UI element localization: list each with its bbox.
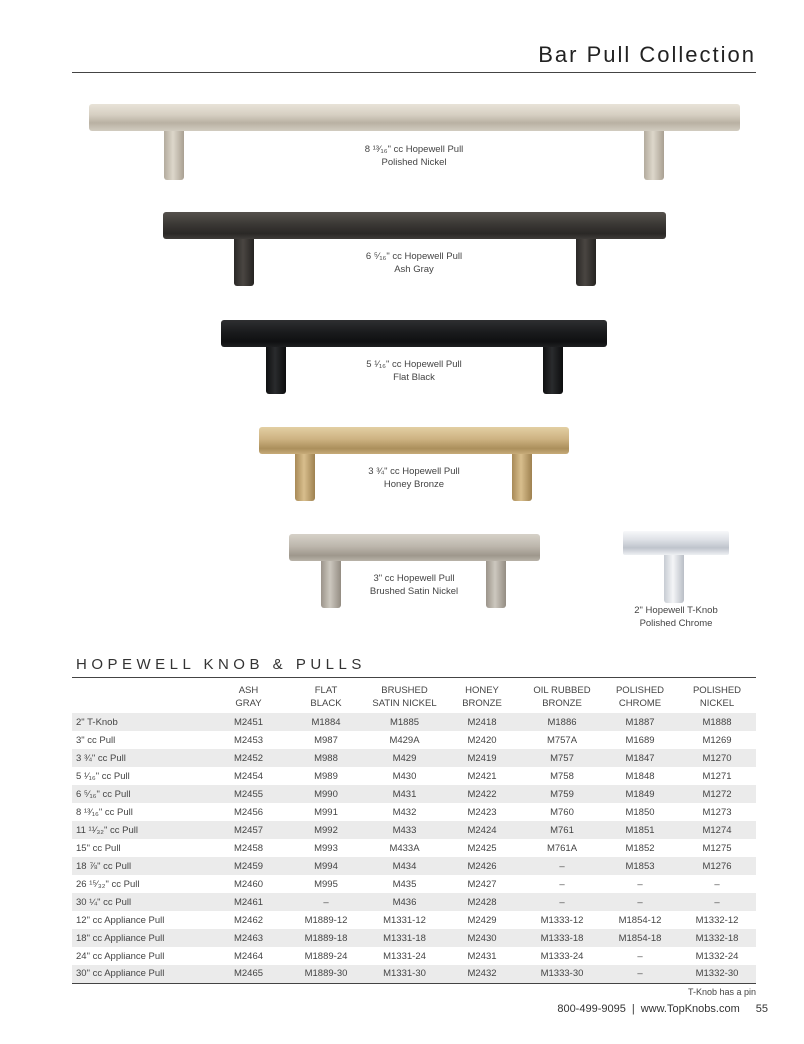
item-number-cell: M761 — [522, 821, 602, 839]
row-label: 11 ¹¹⁄₃₂" cc Pull — [72, 821, 212, 839]
item-number-cell: M994 — [285, 857, 367, 875]
item-number-cell: M2458 — [233, 842, 264, 854]
item-number-cell: M434 — [367, 857, 442, 875]
page-footer — [557, 1003, 768, 1015]
product-spec-table — [72, 684, 756, 984]
item-number-cell: M2421 — [467, 770, 497, 782]
item-number-cell: M990 — [285, 785, 367, 803]
item-number-cell: M1854-18 — [602, 929, 678, 947]
item-number-cell: M2424 — [442, 821, 522, 839]
product-caption — [314, 572, 514, 598]
item-number-cell: M2425 — [467, 842, 497, 854]
item-number-cell: M1851 — [602, 821, 678, 839]
item-number-cell: M433A — [389, 842, 420, 854]
item-number-cell: M1333-12 — [540, 914, 584, 926]
header-line: GRAY — [235, 697, 262, 709]
item-number-cell: M1850 — [625, 806, 655, 818]
table-row — [72, 749, 756, 767]
item-number-cell: M988 — [285, 749, 367, 767]
item-number-cell: M992 — [285, 821, 367, 839]
item-number-cell: M2428 — [442, 893, 522, 911]
item-number-cell: M2427 — [467, 878, 497, 890]
item-number-cell: M2457 — [212, 821, 285, 839]
table-column-header — [442, 684, 522, 713]
row-label: 26 ¹⁵⁄₃₂" cc Pull — [76, 878, 140, 890]
header-line: NICKEL — [699, 697, 735, 709]
header-line: SATIN NICKEL — [372, 697, 437, 709]
title-divider — [72, 72, 756, 73]
product-finish: Polished Nickel — [381, 157, 447, 168]
item-number-cell: – — [678, 893, 756, 911]
header-line: BRONZE — [542, 697, 582, 709]
item-number-cell: M1889-30 — [285, 965, 367, 983]
item-number-cell: – — [285, 893, 367, 911]
item-number-cell: M1888 — [678, 713, 756, 731]
product-finish: Brushed Satin Nickel — [369, 586, 459, 597]
item-number-cell: M2426 — [442, 857, 522, 875]
row-label: 15" cc Pull — [76, 842, 121, 854]
product-name: 8 ¹³⁄₁₆" cc Hopewell Pull — [364, 144, 464, 155]
table-row — [72, 839, 756, 857]
item-number-cell: M1271 — [702, 770, 732, 782]
item-number-cell: M1887 — [602, 713, 678, 731]
table-column-header — [285, 684, 367, 713]
item-number-cell: M1884 — [285, 713, 367, 731]
item-number-cell: M1273 — [702, 806, 732, 818]
product-name: 6 ⁵⁄₁₆" cc Hopewell Pull — [365, 251, 463, 262]
item-number-cell: M2459 — [212, 857, 285, 875]
item-number-cell: M1333-24 — [540, 950, 584, 962]
item-number-cell: – — [602, 965, 678, 983]
product-finish: Polished Chrome — [639, 618, 713, 629]
item-number-cell: M1889-12 — [304, 914, 348, 926]
item-number-cell: M1885 — [367, 713, 442, 731]
item-number-cell: M2463 — [212, 929, 285, 947]
item-number-cell: M1849 — [602, 785, 678, 803]
item-number-cell: M2464 — [233, 950, 264, 962]
item-number-cell: M987 — [314, 734, 338, 746]
table-row — [72, 713, 756, 731]
table-row — [72, 965, 756, 983]
table-column-header — [678, 684, 756, 713]
footnote: T-Knob has a pin — [687, 987, 756, 997]
item-number-cell: M2423 — [467, 806, 497, 818]
item-number-cell: M1889-24 — [304, 950, 348, 962]
item-number-cell: M1853 — [602, 857, 678, 875]
product-caption — [314, 143, 514, 169]
section-divider — [72, 677, 756, 678]
header-line: POLISHED — [692, 685, 742, 696]
item-number-cell: M2454 — [233, 770, 264, 782]
table-row — [72, 893, 756, 911]
item-number-cell: M2456 — [233, 806, 264, 818]
header-line: OIL RUBBED — [533, 685, 591, 696]
item-number-cell: M436 — [367, 893, 442, 911]
product-caption — [576, 604, 776, 630]
header-line: CHROME — [618, 697, 662, 709]
item-number-cell: M1333-30 — [522, 965, 602, 983]
item-number-cell: – — [522, 893, 602, 911]
item-number-cell: M1847 — [602, 749, 678, 767]
item-number-cell: M429A — [389, 734, 420, 746]
product-finish: Honey Bronze — [383, 479, 445, 490]
item-number-cell: M1276 — [678, 857, 756, 875]
item-number-cell: M2465 — [212, 965, 285, 983]
row-label: 12" cc Appliance Pull — [76, 914, 165, 926]
phone-number: 800-499-9095 — [557, 1003, 626, 1015]
item-number-cell: M1331-18 — [367, 929, 442, 947]
item-number-cell: M432 — [392, 806, 417, 818]
table-row — [72, 767, 756, 785]
item-number-cell: M760 — [550, 806, 574, 818]
item-number-cell: M1331-12 — [383, 914, 426, 926]
header-line: BRONZE — [462, 697, 502, 709]
table-row — [72, 731, 756, 749]
product-name: 3 ¾" cc Hopewell Pull — [368, 466, 460, 477]
item-number-cell: M2429 — [467, 914, 497, 926]
item-number-cell: M430 — [392, 770, 417, 782]
product-name: 2" Hopewell T-Knob — [634, 605, 718, 616]
item-number-cell: M1886 — [522, 713, 602, 731]
table-row — [72, 857, 756, 875]
product-name: 5 ¹⁄₁₆" cc Hopewell Pull — [366, 359, 462, 370]
item-number-cell: M1852 — [625, 842, 655, 854]
item-number-cell: M1889-18 — [285, 929, 367, 947]
header-line: POLISHED — [615, 685, 665, 696]
product-name: 3" cc Hopewell Pull — [373, 573, 455, 584]
product-caption — [314, 358, 514, 384]
header-line: HONEY — [465, 685, 499, 696]
item-number-cell: – — [637, 878, 643, 890]
item-number-cell: M1272 — [678, 785, 756, 803]
item-number-cell: M1332-12 — [695, 914, 739, 926]
table-row — [72, 803, 756, 821]
table-column-header — [522, 684, 602, 713]
item-number-cell: M2453 — [233, 734, 264, 746]
website-link[interactable]: www.TopKnobs.com — [640, 1003, 740, 1015]
item-number-cell: M2422 — [442, 785, 522, 803]
item-number-cell: M2420 — [467, 734, 497, 746]
row-label: 3" cc Pull — [76, 734, 116, 746]
item-number-cell: M1274 — [678, 821, 756, 839]
item-number-cell: – — [637, 950, 643, 962]
header-line: BLACK — [310, 697, 342, 709]
table-row — [72, 947, 756, 965]
header-line: BRUSHED — [381, 685, 428, 696]
item-number-cell: – — [602, 893, 678, 911]
item-number-cell: M435 — [392, 878, 417, 890]
item-number-cell: M1689 — [625, 734, 655, 746]
item-number-cell: M433 — [367, 821, 442, 839]
item-number-cell: M1333-18 — [522, 929, 602, 947]
item-number-cell: M2451 — [212, 713, 285, 731]
item-number-cell: M991 — [314, 806, 338, 818]
page-number: 55 — [755, 1003, 768, 1015]
row-label: 2" T-Knob — [72, 713, 212, 731]
table-column-header — [367, 684, 442, 713]
item-number-cell: M1848 — [625, 770, 655, 782]
item-number-cell: M757A — [546, 734, 578, 746]
row-label: 18 ⅞" cc Pull — [72, 857, 212, 875]
table-row — [72, 929, 756, 947]
item-number-cell: M1270 — [678, 749, 756, 767]
item-number-cell: M2430 — [442, 929, 522, 947]
item-number-cell: M1332-30 — [678, 965, 756, 983]
product-caption — [314, 250, 514, 276]
item-number-cell: M1854-12 — [618, 914, 662, 926]
item-number-cell: – — [522, 857, 602, 875]
table-body — [72, 713, 756, 983]
page-title: Bar Pull Collection — [538, 42, 756, 67]
row-label: 5 ¹⁄₁₆" cc Pull — [76, 770, 130, 782]
header-line: ASH — [238, 685, 259, 696]
product-finish: Flat Black — [393, 372, 435, 383]
section-title: HOPEWELL KNOB & PULLS — [76, 656, 366, 673]
item-number-cell: M1332-18 — [678, 929, 756, 947]
table-header-row — [72, 684, 756, 713]
table-row — [72, 785, 756, 803]
table-row — [72, 821, 756, 839]
item-number-cell: M2432 — [442, 965, 522, 983]
item-number-cell: M429 — [367, 749, 442, 767]
row-label: 30 ¼" cc Pull — [72, 893, 212, 911]
item-number-cell: M2461 — [212, 893, 285, 911]
item-number-cell: M758 — [550, 770, 574, 782]
item-number-cell: M759 — [522, 785, 602, 803]
table-header-blank — [72, 684, 212, 713]
row-label: 3 ¾" cc Pull — [72, 749, 212, 767]
row-label: 6 ⁵⁄₁₆" cc Pull — [72, 785, 212, 803]
item-number-cell: – — [714, 878, 720, 890]
table-row — [72, 911, 756, 929]
item-number-cell: M1275 — [702, 842, 732, 854]
row-label: 24" cc Appliance Pull — [76, 950, 165, 962]
item-number-cell: M2455 — [212, 785, 285, 803]
table-column-header — [212, 684, 285, 713]
product-caption — [314, 465, 514, 491]
item-number-cell: M995 — [314, 878, 338, 890]
table-row — [72, 875, 756, 893]
table-column-header — [602, 684, 678, 713]
item-number-cell: M1331-30 — [367, 965, 442, 983]
row-label: 18" cc Appliance Pull — [72, 929, 212, 947]
item-number-cell: M431 — [367, 785, 442, 803]
item-number-cell: M1332-24 — [695, 950, 739, 962]
item-number-cell: M1331-24 — [383, 950, 426, 962]
item-number-cell: – — [559, 878, 565, 890]
item-number-cell: M2462 — [233, 914, 264, 926]
footer-separator: | — [631, 1003, 635, 1015]
row-label: 30" cc Appliance Pull — [72, 965, 212, 983]
item-number-cell: M2418 — [442, 713, 522, 731]
item-number-cell: M993 — [314, 842, 338, 854]
item-number-cell: M1269 — [702, 734, 732, 746]
item-number-cell: M2419 — [442, 749, 522, 767]
product-finish: Ash Gray — [394, 264, 434, 275]
item-number-cell: M989 — [314, 770, 338, 782]
row-label: 8 ¹³⁄₁₆" cc Pull — [76, 806, 133, 818]
item-number-cell: M757 — [522, 749, 602, 767]
item-number-cell: M2452 — [212, 749, 285, 767]
header-line: FLAT — [314, 685, 338, 696]
item-number-cell: M2460 — [233, 878, 264, 890]
item-number-cell: M2431 — [467, 950, 497, 962]
item-number-cell: M761A — [546, 842, 578, 854]
